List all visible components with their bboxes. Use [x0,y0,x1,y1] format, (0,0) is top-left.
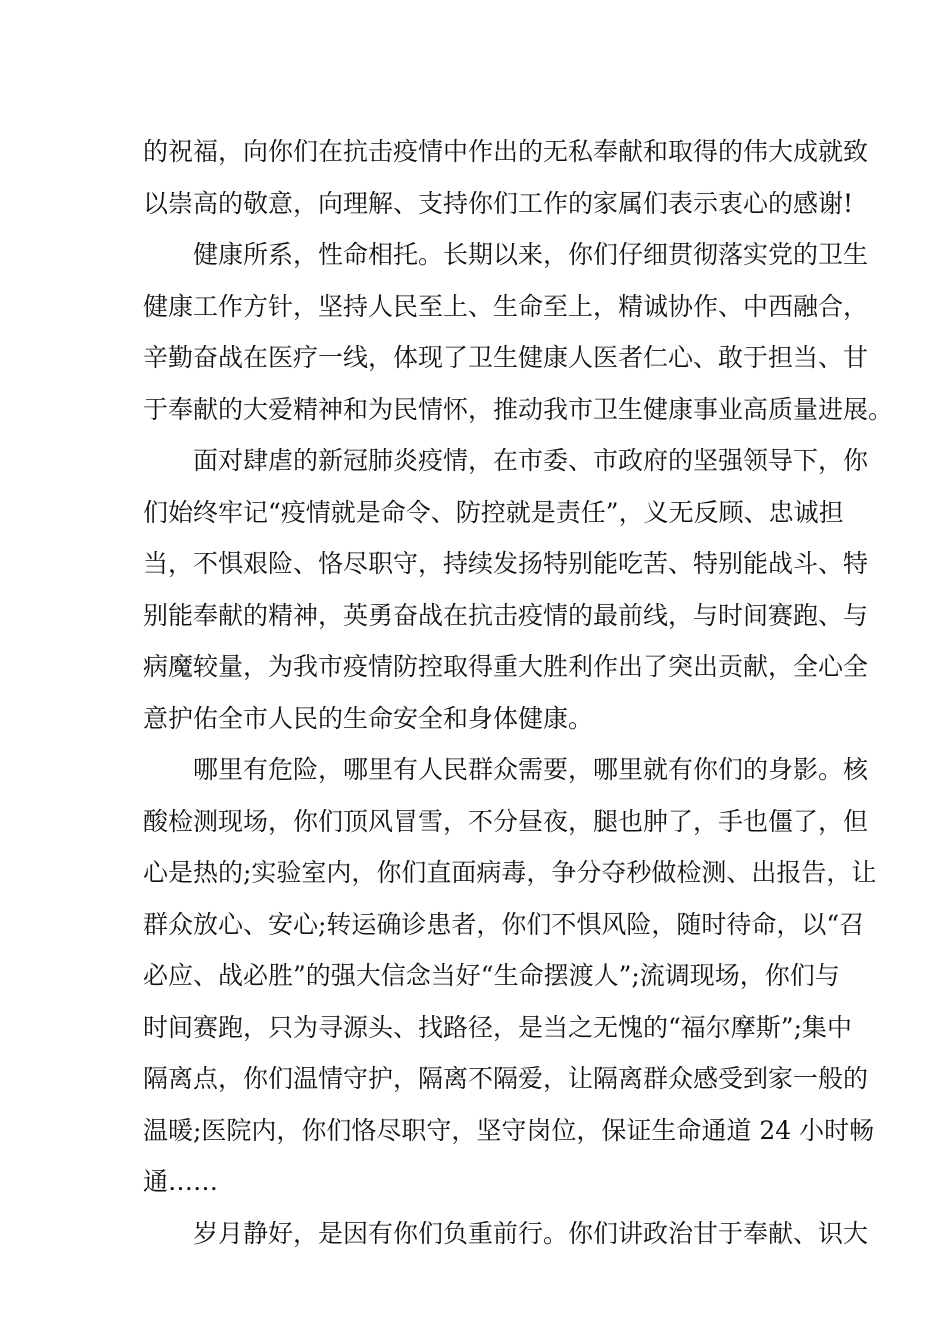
text-line: 面对肆虐的新冠肺炎疫情，在市委、市政府的坚强领导下，你 [193,446,869,475]
text-line: 当，不惧艰险、恪尽职守，持续发扬特别能吃苦、特别能战斗、特 [143,549,869,578]
text-line: 时间赛跑，只为寻源头、找路径，是当之无愧的“福尔摩斯”;集中 [143,1012,852,1042]
text-line: 岁月静好，是因有你们负重前行。你们讲政治甘于奉献、识大 [193,1218,869,1248]
text-line: 心是热的;实验室内，你们直面病毒，争分夺秒做检测、出报告，让 [143,858,877,887]
text-line: 温暖;医院内，你们恪尽职守，坚守岗位，保证生命通道 24 小时畅 [143,1115,875,1145]
text-line: 通…… [143,1167,219,1196]
text-line: 辛勤奋战在医疗一线，体现了卫生健康人医者仁心、敢于担当、甘 [143,343,869,372]
text-line: 群众放心、安心;转运确诊患者，你们不惧风险，随时待命，以“召 [143,909,865,939]
text-line: 隔离点，你们温情守护，隔离不隔爱，让隔离群众感受到家一般的 [143,1064,869,1093]
text-line: 别能奉献的精神，英勇奋战在抗击疫情的最前线，与时间赛跑、与 [143,600,869,630]
text-line: 哪里有危险，哪里有人民群众需要，哪里就有你们的身影。核 [193,755,869,784]
text-line: 病魔较量，为我市疫情防控取得重大胜利作出了突出贡献，全心全 [143,652,869,681]
text-line: 们始终牢记“疫情就是命令、防控就是责任”，义无反顾、忠诚担 [143,497,844,527]
text-line: 以崇高的敬意，向理解、支持你们工作的家属们表示衷心的感谢! [143,188,854,218]
text-line: 于奉献的大爱精神和为民情怀，推动我市卫生健康事业高质量进展。 [143,394,894,424]
text-line: 健康工作方针，坚持人民至上、生命至上，精诚协作、中西融合， [143,291,869,321]
text-line: 酸检测现场，你们顶风冒雪，不分昼夜，腿也肿了，手也僵了，但 [143,806,869,836]
document-body [143,126,894,1259]
text-line: 必应、战必胜”的强大信念当好“生命摆渡人”;流调现场，你们与 [143,961,840,990]
text-line: 的祝福，向你们在抗击疫情中作出的无私奉献和取得的伟大成就致 [143,137,869,166]
text-line: 健康所系，性命相托。长期以来，你们仔细贯彻落实党的卫生 [193,240,869,269]
text-line: 意护佑全市人民的生命安全和身体健康。 [143,703,594,733]
